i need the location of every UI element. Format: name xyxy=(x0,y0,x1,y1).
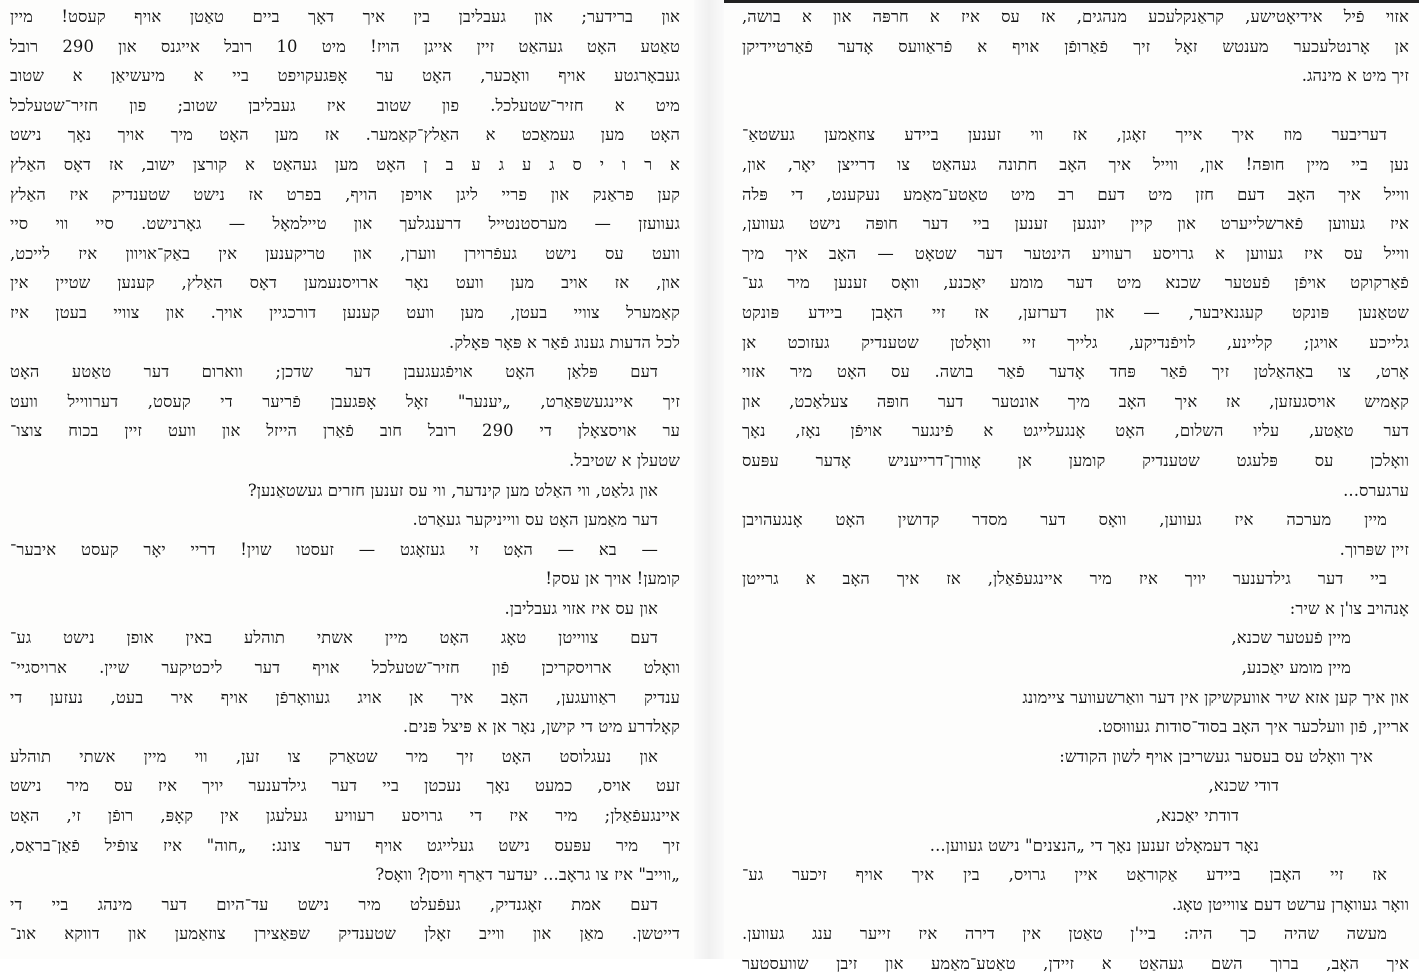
text-line: דעם צווייטן טאָג האָט מיין אשתי תוהלע באין אופן נישט גע־ xyxy=(10,628,658,648)
text-line: זיך מיר עפּעס נישט געלייגט אויף דער צונג: „חוה" איז צופֿיל פֿאַן־בראַס, xyxy=(10,835,680,855)
text-line: דודי שכנא, xyxy=(1208,776,1279,796)
top-rule xyxy=(724,0,1419,3)
text-line: אזוי פֿיל אידיאָטישע, קראַנקלעכע מנהגים, אז עס איז א חרפּה און א בושה, xyxy=(742,7,1409,26)
text-line: געוועזן — מערסטנטייל דרענגלעך און טיילמאָל — גאָרנישט. סיי ווי סיי xyxy=(10,214,680,234)
text-line: זיך מיט א מינהג. xyxy=(1301,66,1409,86)
text-line: איך האָב, ברוך השם געהאַט א זיידן, טאַטע־מאַמע און זיבן שוועסטער xyxy=(742,954,1409,973)
text-line: ענדיק ראַוועגען, האָב איך אן אויג געוואָרפֿן אויף איר בעט, נעזען די xyxy=(10,687,680,707)
text-line: ווייל עס איז געווען א גרויסע רעוויע הינטער דער שטאָט — האָב איך מיך xyxy=(742,243,1409,263)
text-line: „ווייב" איז צו גראָב... יעדער דאַרף וויסן? וואָס? xyxy=(375,865,680,885)
text-line: ער אויסצאָלן די 290 רובל חוב פֿאַרן הייזל און וועט זיין בכוח צוצו־ xyxy=(10,421,680,441)
text-line: טאַטע האָט געהאַט זיין אייגן הויז! מיט 10 רובל אייגנס און 290 רובל xyxy=(10,36,680,56)
text-line: אן אָרנטלעכער מענטש זאָל זיך פֿאַרופֿן אויף א פֿראַוועס אָדער פֿאַרטיידיקן xyxy=(742,36,1409,56)
text-line: ווייל איך האָב דעם חזן מיט דעם רב מיט טאַטע־מאַמע נעקענט, די פּלה xyxy=(742,184,1409,204)
text-line: פֿאַרקוקט אויפֿן פֿעטער שכנא מיט דער מומע יאַכנע, וואָס זענען מיר גע־ xyxy=(742,273,1409,293)
text-line: קען פראַנק און פריי ליגן אויפן הויף, בפרט אז נישט שטענדיק איז האַלץ xyxy=(10,184,680,204)
text-line: געבאָרגטע אויף וואָכער, האָט ער אָפּגעקויפט ביי א מיעשיאַן א שטוב xyxy=(10,66,680,86)
text-line: און עס איז אזוי געבליבן. xyxy=(504,598,658,618)
text-line: וואָלט ארויסקריכן פֿון חזיר־שטעלכל אויף דער ליכטיקער שיין. ארויסגיי־ xyxy=(10,658,680,678)
right-page xyxy=(724,0,1419,973)
text-line: און גלאַט, ווי האַלט מען קינדער, ווי עס זענען חזרים געשטאַנען? xyxy=(247,480,658,500)
text-line: דער טאַטע, עליו השלום, האָט אָנגעלייגט א פֿינגער אויפֿן נאָז, נאָך xyxy=(742,421,1409,441)
text-line: דער מאַמען האָט עס ווייניקער געאַרט. xyxy=(412,510,658,530)
text-line: ערגערס... xyxy=(1343,480,1409,500)
text-line: קאָמיש אויסגעזען, אז איך האָב מיך אונטער דער חופּה צעלאַכט, און xyxy=(742,391,1409,411)
text-line: האָט מען געמאַכט א האַלץ־קאַמער. אז מען האָט מיך אויך נאָך נישט xyxy=(10,125,680,145)
text-line: גלייכע אויגן; קליינע, לויפֿנדיקע, גלייך זיי וואָלטן שטענדיק געזוכט אן xyxy=(742,332,1409,352)
text-line: דעם אמת זאָגנדיק, געפֿעלט מיר נישט עד־היום דער מינהג ביי די xyxy=(10,894,658,914)
text-line: נאָר דעמאָלט זענען נאָך די „הנצנים" נישט געווען... xyxy=(929,835,1259,855)
text-line: נען ביי מיין חופּה! און, ווייל איך האָב חתונה געהאַט צו דרייצן יאָר, און, xyxy=(742,154,1409,174)
text-line: זיך איינגעשפּאַרט, „יענער" זאָל אָפּגעבן פֿריער די קעסט, דערווייל וועט xyxy=(10,391,680,411)
text-line: און, אז אויב מען וועט נאָר ארויסנעמען דאָס האַלץ, קענען שטיין אין xyxy=(10,273,680,293)
blank-line xyxy=(742,91,1409,121)
text-line: איך וואָלט עס בעסער געשריבן אויף לשון הקודש: xyxy=(1059,746,1373,766)
text-line: שטעלן א שטיבל. xyxy=(569,450,680,470)
text-line: זיין שפּרוך. xyxy=(1339,539,1409,559)
text-line: מיין פֿעטער שכנא, xyxy=(1231,628,1351,648)
text-line: זעט אויס, כמעט נאָך נעכטן ביי דער גילדענער יויך איז עס מיר נישט xyxy=(10,776,680,796)
text-line: און ברידער; און געבליבן בין איך דאָך ביים טאַטן אויף קעסט! מיין xyxy=(10,7,680,26)
text-line: און נעגלוסט האָט זיך מיר שטאַרק צו זען, ווי מיין אשתי תוהלע xyxy=(10,746,658,766)
text-line: שטאַנען פּונקט קעגנאיבער, — און דערזען, אז זיי האָבן ביידע פּונקט xyxy=(742,302,1409,322)
text-line: אָרט, צו באַהאַלטן זיך פֿאַר פּחד אָדער פֿאַר בושה. עס האָט מיר אזוי xyxy=(742,362,1409,382)
text-line: וואָלכן עס פּלעגט שטענדיק קומען אן אָוורן־דרייעניש אָדער עפּעס xyxy=(742,450,1409,470)
text-line: — בא — האָט זי געזאָגט — זעסטו שוין! דריי יאָר קעסט איבער־ xyxy=(10,539,658,559)
text-line: און איך קען אזא שיר אוועקשיקן אין דער וואַרשעווער ציימונג xyxy=(1022,687,1409,707)
left-page xyxy=(0,0,694,959)
text-line: קאַמערל צוויי בעטן, מען וועט קענען דורכגיין אויך. און צוויי בעטן איז xyxy=(10,302,680,322)
text-line: דעם פּלאַן האָט אויפֿגעגעבן דער שדכן; ווארום דער טאַטע האָט xyxy=(10,362,658,382)
text-line: איז געווען פֿארשלייערט און קיין יונגען זענען ביי דער חופּה נישט געווען, xyxy=(742,214,1409,234)
text-line: דעריבער מוז איך אייך זאָגן, אז ווי זענען ביידע צוזאַמען געשטאַ־ xyxy=(742,125,1387,145)
text-line: אז זיי האָבן ביידע אַקוראַט איין גרויס, בין איך אויף זיכער גע־ xyxy=(742,865,1387,885)
text-line: מעשה שהיה כך היה: ביי'ן טאַטן אין דירה איז זייער ענג געווען. xyxy=(742,924,1387,944)
text-line: איינגעפֿאַלן; מיר איז די גרויסע רעוויע געלעגן אין קאָפּ, רופֿן זי, האָט xyxy=(10,806,680,826)
text-line: קאָלדרע מיט די קישן, נאָר אן א פּיצל פּנים. xyxy=(402,717,680,737)
page-gutter xyxy=(694,0,724,959)
text-line: וועט עס נישט געפֿרוירן ווערן, און טריקענען אין באַק־אויוון איז לייכט, xyxy=(10,243,680,263)
text-line: מיט א חזיר־שטעלכל. פון שטוב איז געבליבן שטוב; פון חזיר־שטעלכל xyxy=(10,95,680,115)
text-line: אריין, פֿון וועלכער איך האָב בסוד־סודות געוווּסט. xyxy=(1097,717,1409,737)
text-line: ביי דער גילדענער יויך איז מיר איינגעפֿאַלן, אז איך האָב א גרייטן xyxy=(742,569,1387,589)
text-line: דייטשן. מאַן און ווייב זאָלן שטענדיק שפּאַצירן צוזאַמען און דווקא אונ־ xyxy=(10,924,680,944)
text-line: מיין מומע יאַכנע, xyxy=(1241,658,1351,678)
text-line: לכל הדעות גענוג פֿאַר א פּאָר פּאָלק. xyxy=(449,332,680,352)
text-line: קומען! אויך אן עסק! xyxy=(545,569,680,589)
text-line: אָנהויב צו'ן א שיר: xyxy=(1289,598,1409,618)
text-line: א ר ו י ס ג ע ג ע ב ן האָט מען געהאַט א קורצן ישוב, אז דאָס האַלץ xyxy=(10,154,680,174)
text-line: מיין מערכה איז געווען, וואָס דער מסדר קדושין האָט אָנגעהויבן xyxy=(742,510,1387,530)
text-line: דודתי יאַכנא, xyxy=(1155,806,1239,826)
text-line: וואָר געוואָרן ערשט דעם צווייטן טאָג. xyxy=(1171,894,1409,914)
